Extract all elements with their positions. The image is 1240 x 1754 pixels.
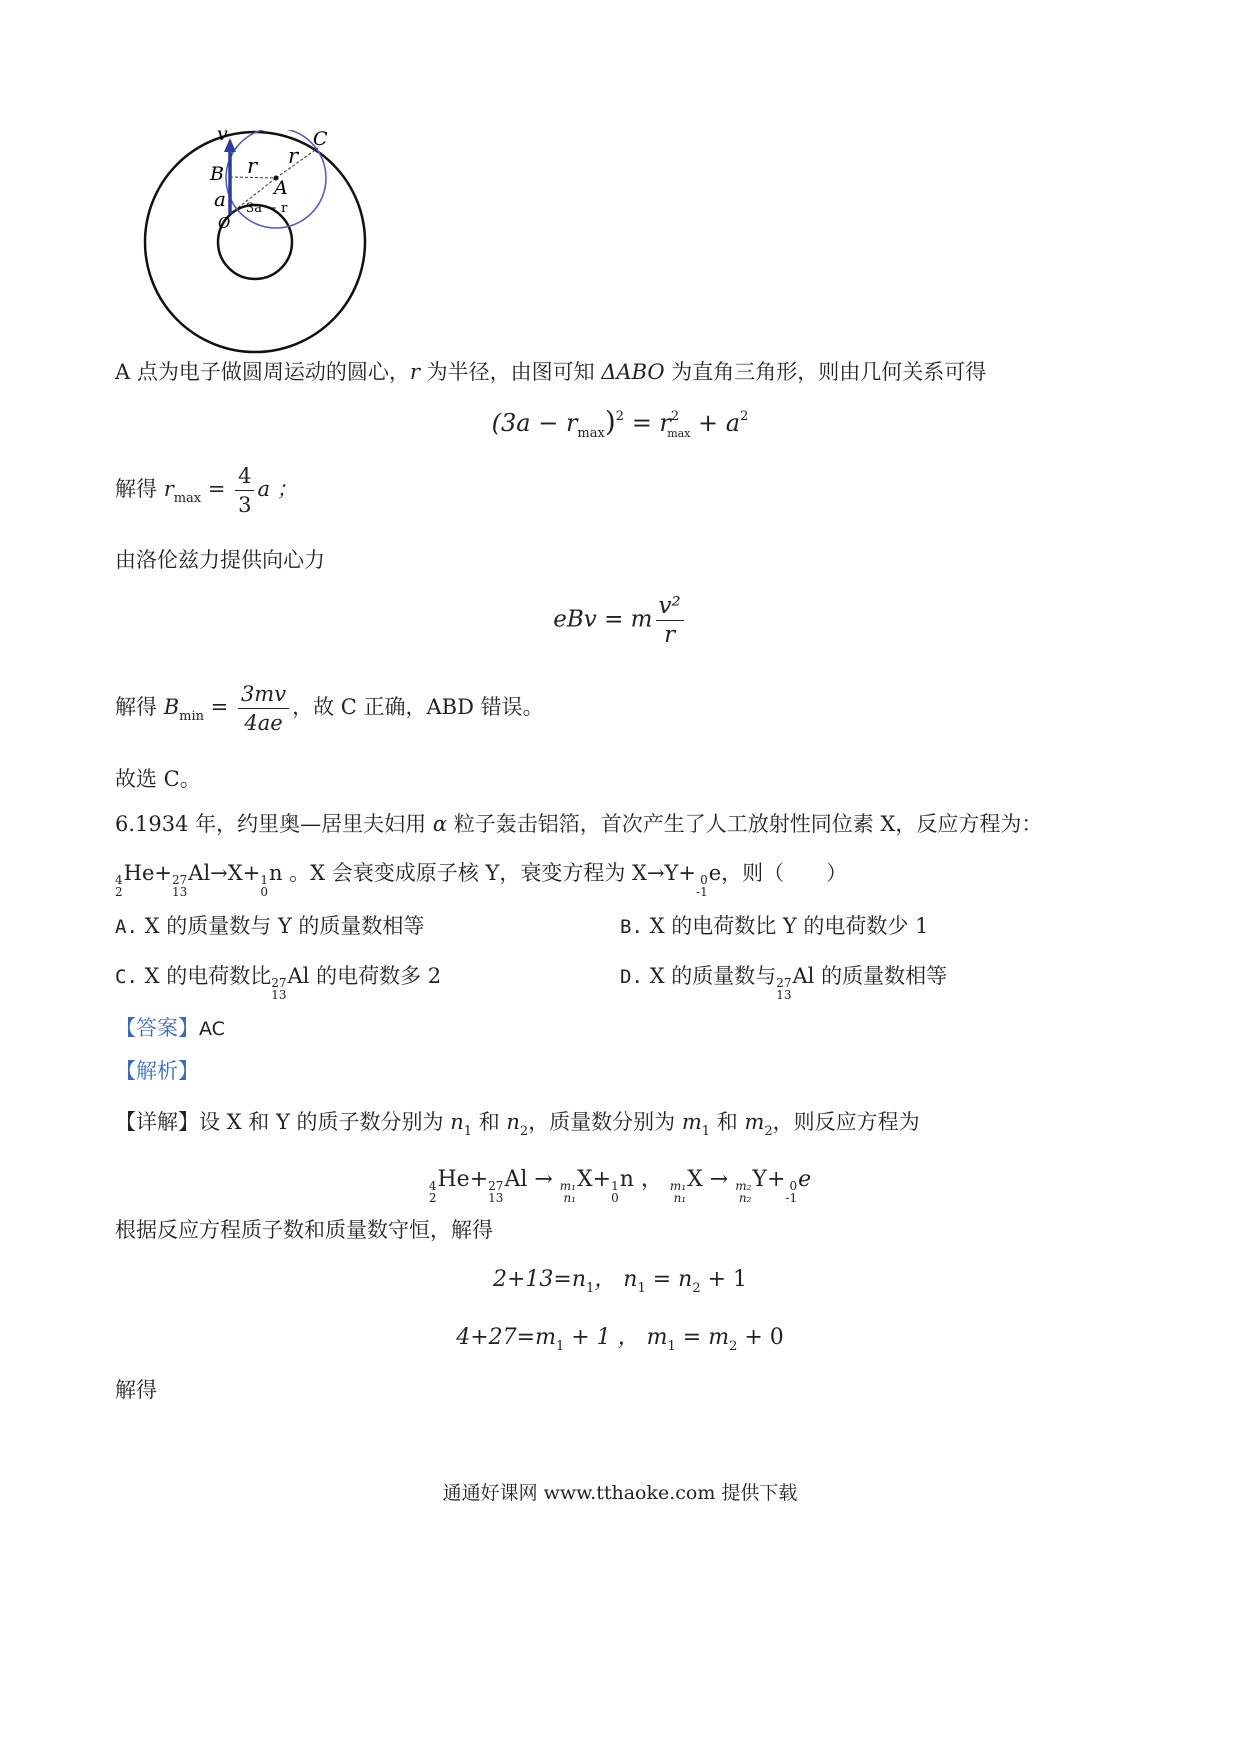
fraction-4-3 [235,462,254,519]
var-n2: n [506,1110,520,1134]
label-b: B [210,163,224,185]
eq1-sub2: max [667,427,691,440]
var-r: r [409,360,420,384]
option-c [115,960,441,1001]
sub-2: 2 [729,1339,738,1354]
label-3a-r: 3a − r [246,201,288,216]
answer-value: AC [199,1018,225,1040]
text-fragment: 6.1934 年，约里奥—居里夫妇用 [115,812,433,836]
eq1-paren: ) [604,405,616,438]
eq1-rhs: = r [624,409,671,437]
frac-den: 3 [238,493,252,517]
sub-1: 1 [463,1124,473,1139]
nuclide-al: 27 13 Al [776,964,815,1002]
eq1-pow: 2 [615,409,625,424]
option-c-text: 的电荷数多 2 [316,964,442,988]
equation-charge [0,1262,1240,1296]
option-d-text: X 的质量数与 [649,964,777,988]
option-d-text: 的质量数相等 [821,964,948,988]
analysis-line [115,1055,199,1085]
eq3-part: = n [645,1267,693,1292]
option-a [115,910,424,940]
eq4-part: + 1 ， m [564,1325,668,1350]
solve-bmin [115,680,544,737]
nuclide-x: m₁ n₁ X [559,1167,593,1205]
nuclide-n: 1 0 n [611,1167,634,1205]
nuclide-al: 27 13 Al [271,964,310,1002]
nuclide-n: 1 0 n [260,861,283,899]
nuclide-y: m₂ n₂ Y [735,1167,767,1205]
option-a-text: X 的质量数与 Y 的质量数相等 [144,914,425,938]
nuclide-x: m₁ n₁ X [669,1167,703,1205]
equals: = [203,695,235,719]
label-v: v [217,130,228,145]
label-a-point: A [274,177,288,199]
eq1-pow3: 2 [740,409,749,424]
detail-line [115,1106,920,1139]
frac-num: 4 [235,462,254,491]
eq4-part: = m [675,1325,730,1350]
text-fragment: 为直角三角形，则由几何关系可得 [664,360,987,384]
sub-2: 2 [764,1124,773,1139]
option-c-label: C. [115,966,138,988]
frac-num: 3mv [238,680,289,709]
sub-1: 1 [586,1281,595,1296]
nuclide-e: 0 -1 e [696,861,722,899]
equation-geometry [0,405,1240,441]
paragraph-choose: 故选 C。 [115,767,201,791]
text-fragment: 。X 会衰变成原子核 Y，衰变方程为 X→Y+ [282,861,697,885]
equation-mass [0,1320,1240,1354]
paragraph-geometry [115,356,986,386]
nuclide-al: 27 13 Al [488,1167,528,1205]
option-d [620,960,947,1001]
sub-1: 1 [555,1339,565,1354]
text-fragment: 设 X 和 Y 的质子数分别为 [199,1110,451,1134]
sub-1: 1 [701,1124,711,1139]
label-o: O [218,214,231,232]
sub-max: max [173,491,202,506]
eq3-part: ， n [594,1267,638,1292]
option-b-text: X 的电荷数比 Y 的电荷数少 1 [649,914,929,938]
detail-tag: 【详解】 [115,1110,199,1134]
label-a-length: a [214,187,226,211]
paragraph-conserve: 根据反应方程质子数和质量数守恒，解得 [115,1218,493,1242]
sub-2: 2 [519,1124,529,1139]
eq1-rest: + a [690,409,741,437]
reaction-equation: 4 2 He+ 27 13 Al → m₁ n₁ X+ 1 0 n ， m₁ n₁ X → m₂ n₂ Y+ 0 -1 e [428,1167,812,1205]
text-fragment: ，质量数分别为 [528,1110,682,1134]
sub-1: 1 [667,1339,676,1354]
option-b [620,910,928,940]
text-fragment: A 点为电子做圆周运动的圆心， [115,360,410,384]
var-n1: n [450,1110,464,1134]
eq2-left: eBv = m [553,606,653,633]
triangle-abo: ΔABO [601,360,665,384]
sub-2: 2 [692,1281,701,1296]
text-fragment: 解得 [115,695,164,719]
paragraph-lorentz: 由洛伦兹力提供向心力 [115,548,325,572]
eq4-part: 4+27=m [456,1325,556,1350]
text-fragment: 和 [472,1110,507,1134]
var-b: B [163,695,180,719]
nuclide-he: 4 2 He [115,861,155,899]
nuclide-al: 27 13 Al [172,861,211,899]
frac-den: r [664,622,676,648]
circle-diagram [120,130,380,380]
solve-rmax [115,462,298,519]
text-fragment: 为半径，由图可知 [419,360,602,384]
text-fragment: 和 [710,1110,745,1134]
label-r1: r [247,154,258,178]
question-6-line1 [115,808,1042,838]
answer-line [115,1012,225,1042]
option-a-label: A. [115,916,138,938]
text-fragment: ，则反应方程为 [772,1110,920,1134]
text-fragment: a ； [257,477,298,501]
text-fragment: 粒子轰击铝箔，首次产生了人工放射性同位素 X，反应方程为： [447,812,1043,836]
nuclide-e: 0 -1 e [785,1167,812,1205]
option-c-text: X 的电荷数比 [144,964,272,988]
text-fragment: ，故 C 正确，ABD 错误。 [292,695,544,719]
var-m1: m [681,1110,702,1134]
equation-lorentz [0,592,1240,649]
fraction-v2-r [656,592,684,649]
footer-watermark: 通通好课网 www.tthaoke.com 提供下载 [442,1482,798,1504]
option-b-label: B. [620,916,643,938]
nuclide-he: 4 2 He [428,1167,470,1205]
text-fragment: 解得 [115,477,164,501]
analysis-tag: 【解析】 [115,1059,199,1083]
sub-1: 1 [637,1281,646,1296]
eq1-left: (3a − r [491,409,578,437]
option-d-label: D. [620,966,643,988]
fraction-3mv-4ae [238,680,289,737]
var-r: r [163,477,174,501]
paragraph-solve: 解得 [115,1378,157,1402]
eq4-part: + 0 [737,1325,784,1350]
eq1-pow2: 2 [670,409,680,424]
eq3-part: 2+13=n [492,1267,586,1292]
text-fragment: ，则（ ） [721,861,848,885]
var-m2: m [744,1110,765,1134]
eq1-sub: max [577,426,605,441]
label-r2: r [288,144,299,168]
alpha-symbol: α [432,812,448,836]
frac-num: v² [656,592,684,621]
equals: = [201,477,233,501]
answer-tag: 【答案】 [115,1016,199,1040]
eq3-part: + 1 [700,1267,748,1292]
sub-min: min [179,709,204,724]
frac-den: 4ae [244,711,283,735]
label-c: C [313,130,328,150]
question-6-line2: 4 2 He+ 27 13 Al→X+ 1 0 n 。X 会衰变成原子核 Y，衰变方程为 X→Y+ 0 -1 e，则（ ） [115,861,848,899]
